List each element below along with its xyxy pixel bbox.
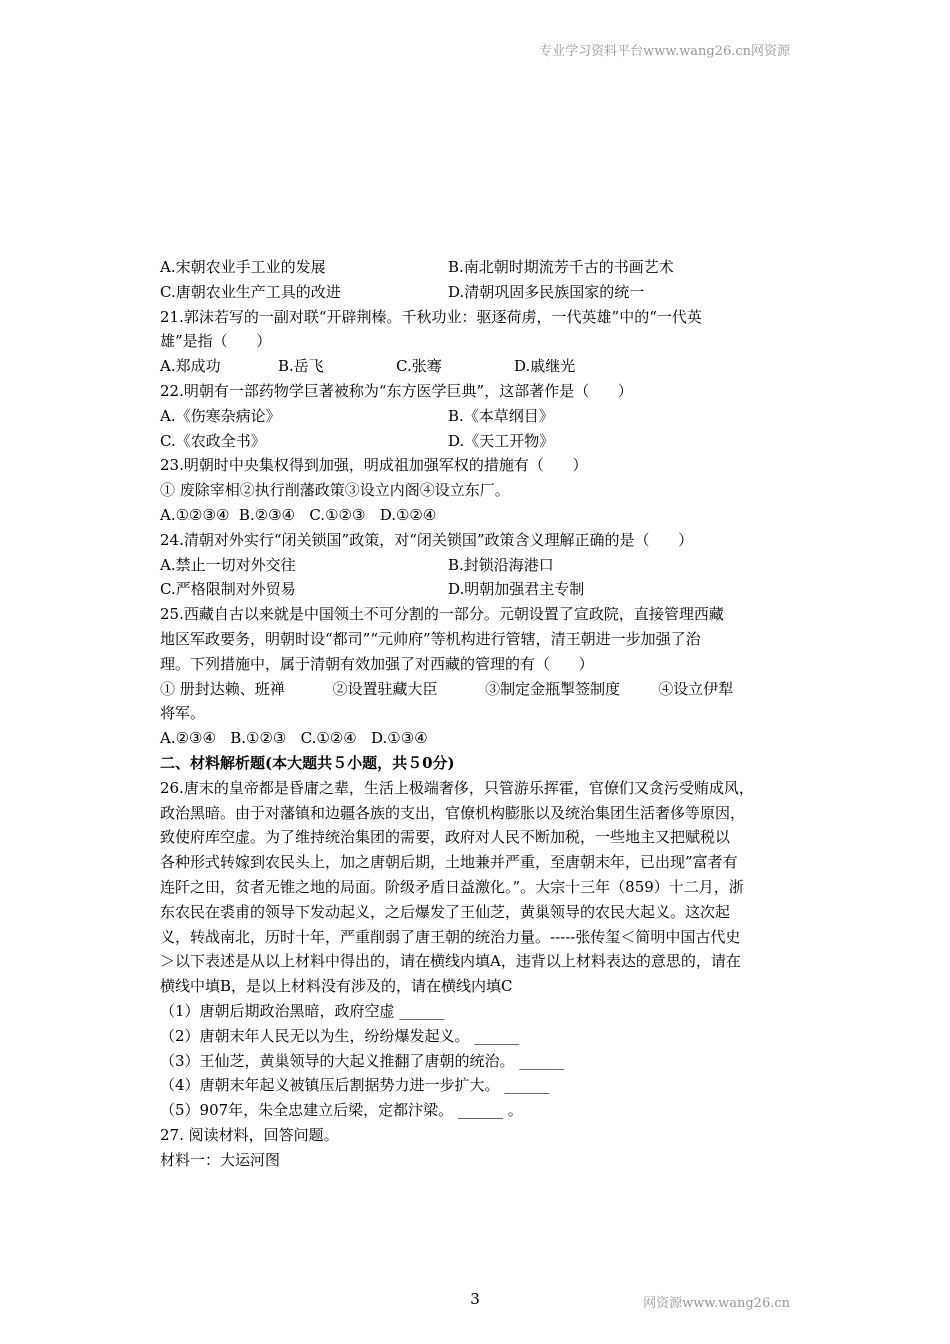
q21-stem-line-1: 21.郭沫若写的一副对联“开辟荆榛。千秋功业：驱逐荷虏，一代英雄”中的“一代英 bbox=[160, 307, 702, 326]
q24-options-row-2 bbox=[160, 577, 800, 602]
q26-line-6: 东农民在裘甫的领导下发动起义，之后爆发了王仙芝，黄巢领导的农民大起义。这次起 bbox=[160, 902, 731, 921]
document-body bbox=[160, 255, 800, 1172]
q27-material-1: 材料一：大运河图 bbox=[160, 1150, 281, 1169]
q24-option-a: A.禁止一切对外交往 bbox=[160, 555, 296, 574]
q21-option-d: D.戚继光 bbox=[514, 357, 576, 376]
q22-option-d: D.《天工开物》 bbox=[448, 431, 555, 450]
q22-stem: 22.明朝有一部药物学巨著被称为“东方医学巨典”，这部著作是（ ） bbox=[160, 381, 633, 400]
q21-stem-line-2: 雄”是指（ ） bbox=[160, 332, 272, 351]
q25-items-line-1: ① 册封达赖、班禅 ②设置驻藏大臣 ③制定金瓶掣签制度 ④设立伊犁 bbox=[160, 679, 734, 698]
q26-sub-4: （4）唐朝末年起义被镇压后割据势力进一步扩大。 ______ bbox=[160, 1076, 550, 1095]
q22-option-b: B.《本草纲目》 bbox=[448, 406, 554, 425]
q20-options-row-2 bbox=[160, 280, 800, 305]
q23-stem: 23.明朝时中央集权得到加强，明成祖加强军权的措施有（ ） bbox=[160, 456, 588, 475]
q24-options-row-1 bbox=[160, 553, 800, 578]
q26-line-4: 各种形式转嫁到农民头上，加之唐朝后期，土地兼并严重，至唐朝末年，已出现”富者有 bbox=[160, 853, 738, 872]
page-number: 3 bbox=[470, 1290, 480, 1308]
q26-line-2: 政治黑暗。由于对藩镇和边疆各族的支出，官僚机构膨胀以及统治集团生活奢侈等原因， bbox=[160, 803, 746, 822]
header-site-note: 专业学习资料平台www.wang26.cn网资源 bbox=[539, 44, 790, 59]
q26-line-8: ＞以下表述是从以上材料中得出的，请在横线内填A，违背以上材料表达的意思的，请在 bbox=[160, 952, 741, 971]
q24-option-d: D.明朝加强君主专制 bbox=[448, 580, 585, 599]
q22-option-c: C.《农政全书》 bbox=[160, 431, 266, 450]
q22-option-a: A.《伤寒杂病论》 bbox=[160, 406, 281, 425]
q27-stem: 27. 阅读材料，回答问题。 bbox=[160, 1125, 339, 1144]
q25-stem-line-2: 地区军政要务，明朝时设“都司”“元帅府”等机构进行管辖，清王朝进一步加强了治 bbox=[160, 629, 701, 648]
footer-site-note: 网资源www.wang26.cn bbox=[643, 1296, 790, 1311]
q20-option-d: D.清朝巩固多民族国家的统一 bbox=[448, 282, 645, 301]
q25-stem-line-3: 理。下列措施中，属于清朝有效加强了对西藏的管理的有（ ） bbox=[160, 654, 594, 673]
q24-option-b: B.封锁沿海港口 bbox=[448, 555, 554, 574]
section-2-title: 二、材料解析题(本大题共５小题，共５0分) bbox=[160, 753, 455, 772]
q20-option-a: A.宋朝农业手工业的发展 bbox=[160, 258, 326, 276]
q26-sub-3: （3）王仙芝，黄巢领导的大起义推翻了唐朝的统治。 ______ bbox=[160, 1051, 565, 1070]
q22-options-row-2 bbox=[160, 429, 800, 454]
q23-options: A.①②③④ B.②③④ C.①②③ D.①②④ bbox=[160, 505, 437, 524]
q20-options-row-1 bbox=[160, 255, 800, 280]
q25-stem-line-1: 25.西藏自古以来就是中国领土不可分割的一部分。元朝设置了宣政院，直接管理西藏 bbox=[160, 605, 724, 624]
q26-sub-2: （2）唐朝末年人民无以为生，纷纷爆发起义。 ______ bbox=[160, 1026, 520, 1045]
q21-options bbox=[160, 354, 800, 379]
q26-sub-5: （5）907年，朱全忠建立后梁，定都汴梁。 ______ 。 bbox=[160, 1101, 523, 1120]
q26-line-7: 义，转战南北，历时十年，严重削弱了唐王朝的统治力量。-----张传玺＜简明中国古代史 bbox=[160, 927, 741, 946]
q21-option-c: C.张骞 bbox=[396, 357, 442, 376]
q24-option-c: C.严格限制对外贸易 bbox=[160, 580, 296, 599]
q26-line-5: 连阡之田，贫者无锥之地的局面。阶级矛盾日益激化。”。大宗十三年（859）十二月，浙 bbox=[160, 877, 744, 896]
q25-options: A.②③④ B.①②③ C.①②④ D.①③④ bbox=[160, 729, 428, 748]
q26-line-1: 26.唐末的皇帝都是昏庸之辈，生活上极端奢侈，只管游乐挥霍，官僚们又贪污受贿成风， bbox=[160, 778, 754, 797]
q26-line-3: 致使府库空虚。为了维持统治集团的需要，政府对人民不断加税，一些地主又把赋税以 bbox=[160, 828, 731, 847]
q24-stem: 24.清朝对外实行“闭关锁国”政策，对“闭关锁国”政策含义理解正确的是（ ） bbox=[160, 530, 694, 549]
q26-sub-1: （1）唐朝后期政治黑暗，政府空虚 ______ bbox=[160, 1001, 445, 1020]
q26-line-9: 横线中填B，是以上材料没有涉及的，请在横线内填C bbox=[160, 977, 513, 996]
q21-option-a: A.郑成功 bbox=[160, 357, 221, 376]
q20-option-c: C.唐朝农业生产工具的改进 bbox=[160, 282, 341, 301]
q22-options-row-1 bbox=[160, 404, 800, 429]
q20-option-b: B.南北朝时期流芳千古的书画艺术 bbox=[448, 258, 674, 276]
q21-option-b: B.岳飞 bbox=[278, 357, 324, 376]
q23-items: ① 废除宰相②执行削藩政策③设立内阁④设立东厂。 bbox=[160, 481, 510, 500]
q25-items-line-2: 将军。 bbox=[160, 704, 206, 723]
